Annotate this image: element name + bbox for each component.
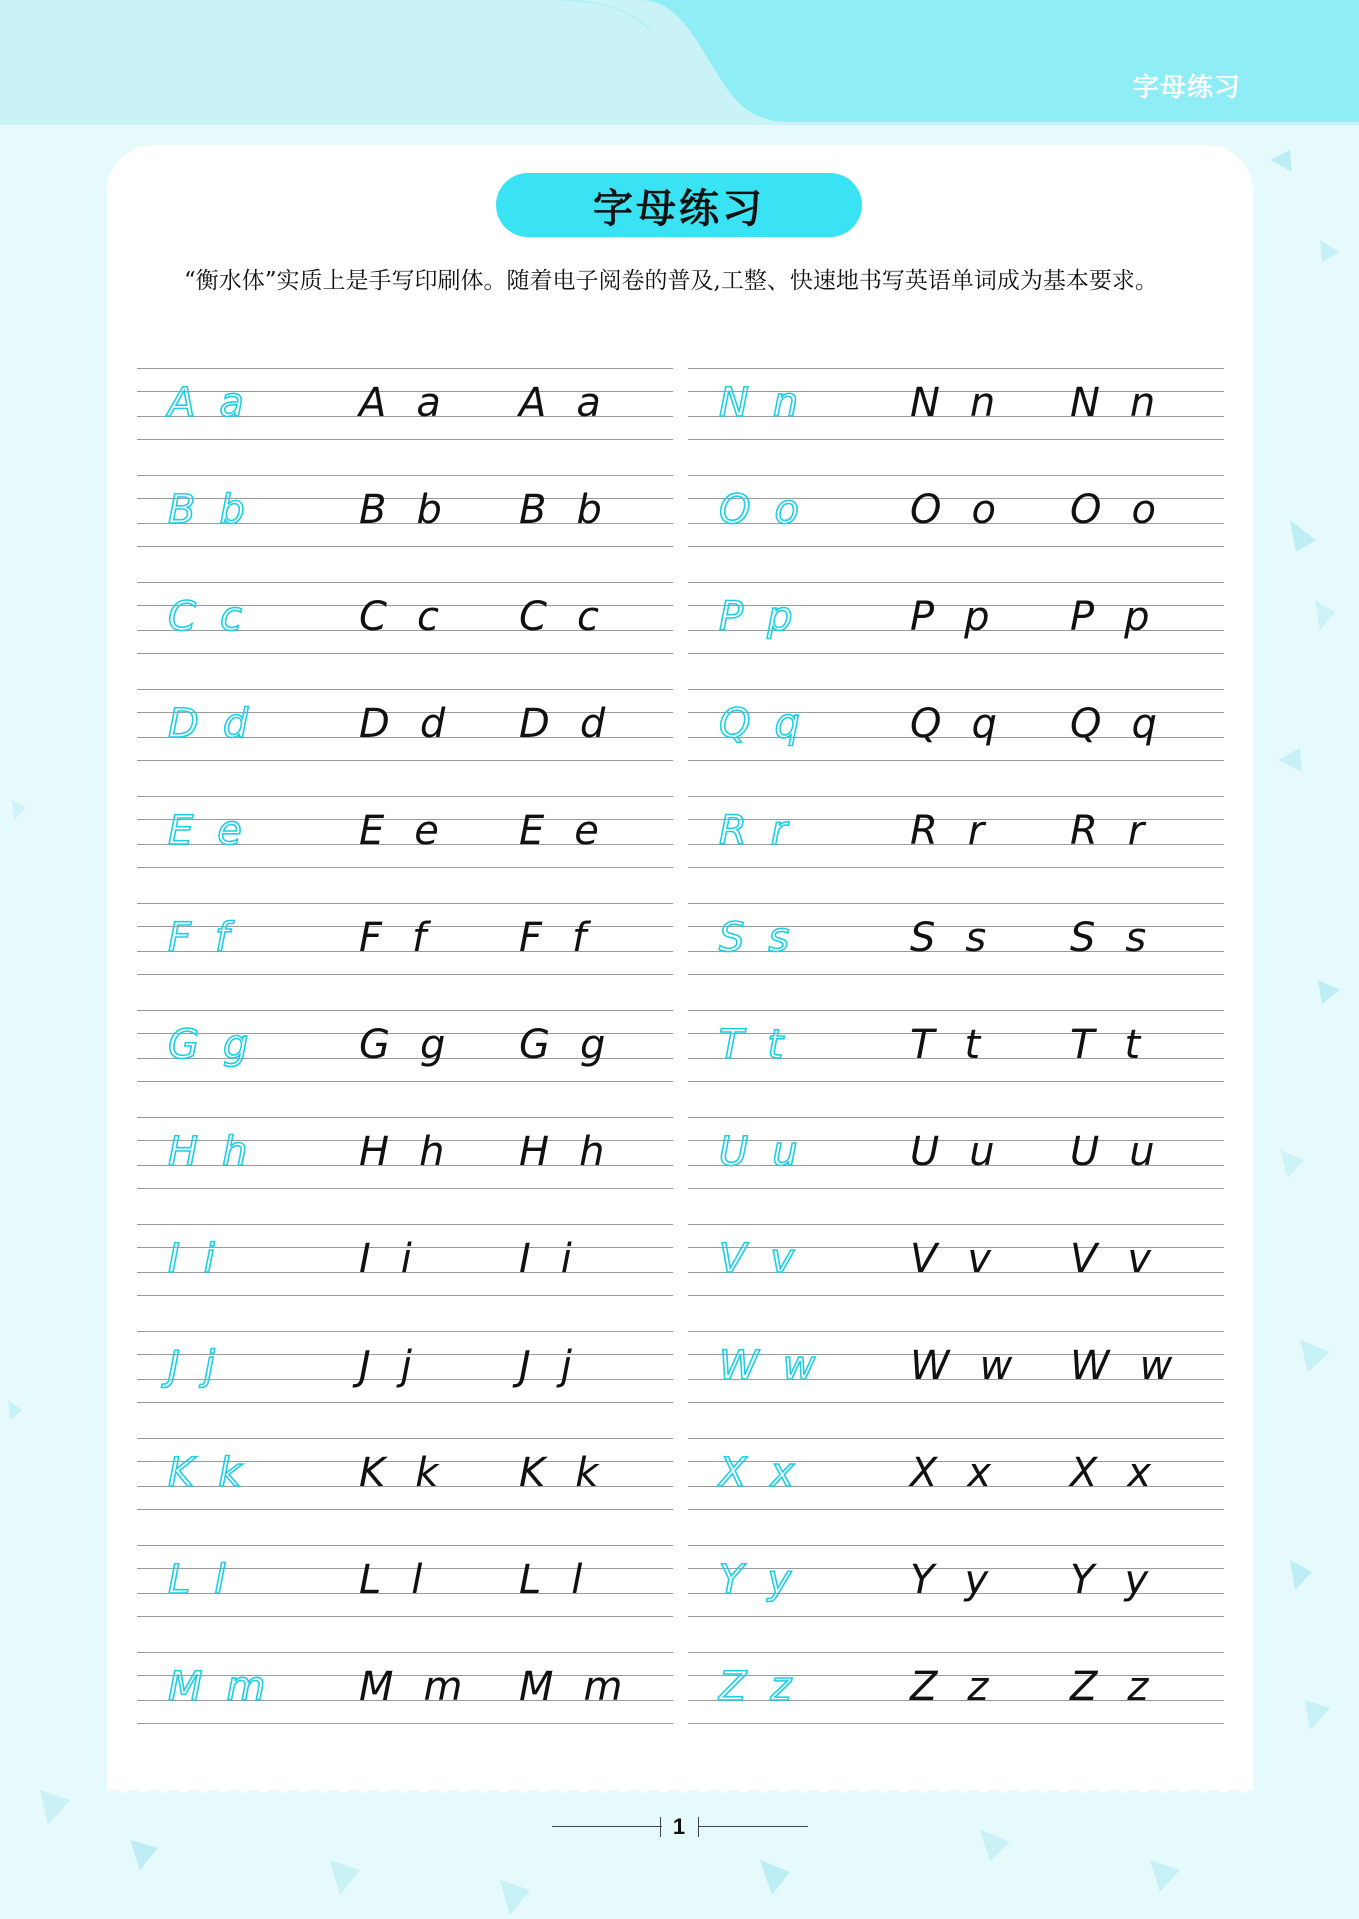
trace-lower: y <box>767 1557 798 1603</box>
model-upper: S <box>1070 915 1096 961</box>
letter-row <box>688 1008 1224 1115</box>
model-upper: S <box>910 915 936 961</box>
model-upper: A <box>519 380 547 426</box>
model-lower: m <box>423 1664 463 1710</box>
model-upper: M <box>519 1664 554 1710</box>
model-upper: Y <box>1070 1557 1095 1603</box>
model-letter-pair <box>1070 473 1156 548</box>
model-upper: L <box>359 1557 382 1603</box>
trace-letter-pair <box>168 1543 231 1618</box>
model-lower: c <box>576 594 599 640</box>
trace-lower: s <box>768 915 796 961</box>
letter-row <box>688 1329 1224 1436</box>
trace-letter-pair <box>168 580 248 655</box>
trace-letter-pair <box>719 366 804 441</box>
trace-upper: P <box>719 594 750 640</box>
model-letter-pair <box>1070 1543 1148 1618</box>
trace-lower: g <box>223 1022 255 1068</box>
letter-row <box>137 687 673 794</box>
trace-upper: R <box>719 808 753 854</box>
footer-tick-right <box>698 1817 699 1837</box>
model-lower: n <box>969 380 996 426</box>
model-upper: O <box>910 487 942 533</box>
letter-row <box>137 1436 673 1543</box>
model-lower: s <box>965 915 987 961</box>
model-lower: v <box>967 1236 992 1282</box>
model-letter-pair <box>519 901 586 976</box>
trace-upper: G <box>168 1022 205 1068</box>
model-lower: a <box>416 380 441 426</box>
page-title: 字母练习 <box>496 173 862 237</box>
trace-upper: V <box>719 1236 753 1282</box>
model-upper: W <box>910 1343 950 1389</box>
letter-row <box>137 366 673 473</box>
model-upper: N <box>1070 380 1100 426</box>
model-lower: n <box>1129 380 1156 426</box>
model-upper: Y <box>910 1557 935 1603</box>
model-lower: q <box>1131 701 1157 747</box>
trace-upper: H <box>168 1129 205 1175</box>
trace-lower: j <box>203 1343 221 1389</box>
model-letter-pair <box>1070 1650 1148 1725</box>
model-upper: Q <box>1070 701 1102 747</box>
model-letter-pair <box>359 1650 462 1725</box>
trace-letter-pair <box>168 1115 253 1190</box>
model-letter-pair <box>1070 1222 1151 1297</box>
model-letter-pair <box>359 1115 444 1190</box>
model-upper: W <box>1070 1343 1110 1389</box>
model-lower: r <box>967 808 985 854</box>
model-lower: b <box>576 487 602 533</box>
model-letter-pair <box>910 1115 995 1190</box>
model-letter-pair <box>359 1008 445 1083</box>
trace-upper: K <box>168 1450 201 1496</box>
letter-row <box>688 1650 1224 1757</box>
model-letter-pair <box>519 794 599 869</box>
model-lower: w <box>979 1343 1013 1389</box>
letter-row <box>137 901 673 1008</box>
letter-row <box>137 580 673 687</box>
model-lower: m <box>583 1664 623 1710</box>
trace-letter-pair <box>719 580 799 655</box>
model-lower: g <box>420 1022 446 1068</box>
model-letter-pair <box>910 1008 980 1083</box>
model-letter-pair <box>519 1543 582 1618</box>
trace-letter-pair <box>719 794 793 869</box>
model-upper: P <box>910 594 935 640</box>
model-letter-pair <box>910 1650 988 1725</box>
letter-row <box>688 1222 1224 1329</box>
model-lower: p <box>964 594 990 640</box>
footer-rule-right <box>698 1826 808 1827</box>
model-lower: j <box>560 1343 572 1389</box>
model-lower: i <box>560 1236 572 1282</box>
trace-letter-pair <box>719 901 795 976</box>
card-wavy-edge <box>107 1780 1253 1804</box>
model-upper: G <box>519 1022 550 1068</box>
letter-row <box>688 1115 1224 1222</box>
model-letter-pair <box>910 901 986 976</box>
model-upper: J <box>519 1343 531 1389</box>
model-upper: X <box>910 1450 938 1496</box>
model-upper: N <box>910 380 940 426</box>
trace-lower: m <box>226 1664 272 1710</box>
model-letter-pair <box>359 580 439 655</box>
trace-letter-pair <box>719 1115 804 1190</box>
model-upper: C <box>359 594 387 640</box>
model-lower: y <box>1124 1557 1149 1603</box>
letter-row <box>137 1329 673 1436</box>
model-letter-pair <box>359 687 445 762</box>
trace-lower: h <box>222 1129 254 1175</box>
model-upper: I <box>519 1236 531 1282</box>
footer-rule-left <box>552 1826 662 1827</box>
model-upper: U <box>1070 1129 1100 1175</box>
model-upper: M <box>359 1664 394 1710</box>
model-upper: L <box>519 1557 542 1603</box>
model-lower: y <box>964 1557 989 1603</box>
model-upper: A <box>359 380 387 426</box>
model-lower: r <box>1127 808 1145 854</box>
trace-lower: n <box>772 380 805 426</box>
trace-upper: F <box>168 915 198 961</box>
trace-letter-pair <box>719 687 806 762</box>
model-lower: k <box>415 1450 439 1496</box>
trace-lower: k <box>218 1450 248 1496</box>
trace-lower: c <box>219 594 248 640</box>
trace-letter-pair <box>168 1008 254 1083</box>
model-lower: s <box>1125 915 1147 961</box>
trace-upper: S <box>719 915 751 961</box>
model-lower: a <box>576 380 601 426</box>
model-lower: q <box>971 701 997 747</box>
model-lower: h <box>579 1129 605 1175</box>
trace-letter-pair <box>719 473 805 548</box>
model-letter-pair <box>519 1115 604 1190</box>
model-letter-pair <box>1070 901 1146 976</box>
model-upper: K <box>359 1450 386 1496</box>
trace-letter-pair <box>168 1436 247 1511</box>
model-lower: x <box>1127 1450 1152 1496</box>
model-letter-pair <box>519 1222 572 1297</box>
model-lower: x <box>967 1450 992 1496</box>
trace-letter-pair <box>168 1329 221 1404</box>
model-letter-pair <box>519 580 599 655</box>
model-letter-pair <box>359 366 441 441</box>
model-letter-pair <box>1070 366 1155 441</box>
model-lower: o <box>1131 487 1156 533</box>
trace-upper: O <box>719 487 757 533</box>
model-letter-pair <box>519 1329 572 1404</box>
trace-lower: r <box>770 808 794 854</box>
letter-row <box>137 1222 673 1329</box>
letter-row <box>688 794 1224 901</box>
intro-paragraph: “衡水体”实质上是手写印刷体。随着电子阅卷的普及,工整、快速地书写英语单词成为基本要求。 <box>184 268 1158 294</box>
page-footer <box>0 1812 1359 1842</box>
model-upper: T <box>1070 1022 1095 1068</box>
model-lower: t <box>964 1022 981 1068</box>
trace-letter-pair <box>168 687 254 762</box>
model-letter-pair <box>1070 1115 1155 1190</box>
model-lower: b <box>416 487 442 533</box>
trace-lower: i <box>203 1236 221 1282</box>
model-letter-pair <box>910 473 996 548</box>
model-letter-pair <box>359 794 439 869</box>
trace-lower: v <box>770 1236 801 1282</box>
model-lower: l <box>411 1557 423 1603</box>
page-number: 1 <box>672 1814 686 1839</box>
model-letter-pair <box>910 1543 988 1618</box>
letter-row <box>688 1543 1224 1650</box>
trace-upper: E <box>168 808 200 854</box>
model-letter-pair <box>519 473 602 548</box>
letter-row <box>137 794 673 901</box>
trace-letter-pair <box>719 1329 821 1404</box>
model-letter-pair <box>519 366 601 441</box>
model-lower: u <box>969 1129 995 1175</box>
model-upper: K <box>519 1450 546 1496</box>
model-lower: t <box>1124 1022 1141 1068</box>
trace-lower: a <box>219 380 250 426</box>
trace-lower: q <box>774 701 806 747</box>
trace-letter-pair <box>719 1008 789 1083</box>
trace-upper: X <box>719 1450 753 1496</box>
trace-letter-pair <box>168 473 251 548</box>
model-lower: z <box>967 1664 989 1710</box>
model-upper: D <box>519 701 550 747</box>
trace-upper: C <box>168 594 202 640</box>
trace-upper: N <box>719 380 755 426</box>
model-lower: e <box>414 808 439 854</box>
model-letter-pair <box>1070 1436 1151 1511</box>
model-letter-pair <box>359 1543 422 1618</box>
trace-upper: L <box>168 1557 197 1603</box>
header-section-label: 字母练习 <box>1132 73 1241 103</box>
trace-upper: B <box>168 487 202 533</box>
trace-upper: M <box>168 1664 209 1710</box>
letter-row <box>137 1543 673 1650</box>
model-letter-pair <box>359 1436 438 1511</box>
model-lower: w <box>1139 1343 1173 1389</box>
model-upper: I <box>359 1236 371 1282</box>
trace-letter-pair <box>719 1650 797 1725</box>
model-upper: V <box>1070 1236 1098 1282</box>
model-letter-pair <box>1070 1008 1140 1083</box>
model-upper: H <box>519 1129 550 1175</box>
trace-lower: l <box>214 1557 232 1603</box>
model-lower: h <box>419 1129 445 1175</box>
letter-row <box>688 687 1224 794</box>
trace-lower: t <box>767 1022 790 1068</box>
trace-letter-pair <box>168 794 248 869</box>
model-lower: e <box>574 808 599 854</box>
model-letter-pair <box>1070 1329 1172 1404</box>
model-letter-pair <box>910 794 984 869</box>
model-upper: Q <box>910 701 942 747</box>
model-lower: k <box>575 1450 599 1496</box>
model-upper: R <box>1070 808 1098 854</box>
model-letter-pair <box>910 1222 991 1297</box>
letter-row <box>137 473 673 580</box>
trace-upper: I <box>168 1236 186 1282</box>
trace-lower: f <box>215 915 236 961</box>
model-upper: D <box>359 701 390 747</box>
model-upper: C <box>519 594 547 640</box>
model-upper: J <box>359 1343 371 1389</box>
trace-letter-pair <box>719 1436 800 1511</box>
model-lower: i <box>400 1236 412 1282</box>
trace-upper: U <box>719 1129 755 1175</box>
trace-lower: p <box>767 594 799 640</box>
trace-upper: Q <box>719 701 757 747</box>
model-lower: f <box>572 915 587 961</box>
model-upper: E <box>519 808 545 854</box>
trace-upper: Y <box>719 1557 750 1603</box>
model-upper: F <box>359 915 383 961</box>
trace-lower: o <box>774 487 805 533</box>
model-upper: Z <box>1070 1664 1098 1710</box>
model-upper: E <box>359 808 385 854</box>
model-lower: u <box>1129 1129 1155 1175</box>
trace-letter-pair <box>719 1543 797 1618</box>
trace-upper: J <box>168 1343 186 1389</box>
model-letter-pair <box>910 366 995 441</box>
letter-row <box>137 1008 673 1115</box>
letter-row <box>688 901 1224 1008</box>
model-lower: d <box>419 701 446 747</box>
trace-upper: T <box>719 1022 750 1068</box>
trace-upper: Z <box>719 1664 753 1710</box>
model-letter-pair <box>1070 794 1144 869</box>
model-letter-pair <box>910 1329 1012 1404</box>
model-letter-pair <box>910 687 997 762</box>
trace-lower: z <box>770 1664 798 1710</box>
model-lower: z <box>1127 1664 1149 1710</box>
footer-tick-left <box>660 1817 661 1837</box>
trace-letter-pair <box>168 366 250 441</box>
letter-row <box>688 366 1224 473</box>
model-lower: f <box>412 915 427 961</box>
model-letter-pair <box>910 1436 991 1511</box>
model-lower: p <box>1124 594 1150 640</box>
trace-lower: e <box>217 808 248 854</box>
model-upper: F <box>519 915 543 961</box>
model-lower: j <box>400 1343 412 1389</box>
model-lower: g <box>580 1022 606 1068</box>
trace-letter-pair <box>719 1222 800 1297</box>
trace-lower: x <box>770 1450 801 1496</box>
model-lower: d <box>579 701 606 747</box>
model-upper: R <box>910 808 938 854</box>
model-upper: Z <box>910 1664 938 1710</box>
trace-lower: w <box>782 1343 822 1389</box>
letter-row <box>688 580 1224 687</box>
model-lower: o <box>971 487 996 533</box>
letter-row <box>688 1436 1224 1543</box>
trace-upper: W <box>719 1343 765 1389</box>
model-upper: O <box>1070 487 1102 533</box>
trace-lower: u <box>772 1129 804 1175</box>
model-letter-pair <box>519 1650 622 1725</box>
letter-row <box>137 1115 673 1222</box>
model-upper: V <box>910 1236 938 1282</box>
trace-upper: D <box>168 701 205 747</box>
trace-upper: A <box>168 380 202 426</box>
trace-letter-pair <box>168 1222 221 1297</box>
trace-letter-pair <box>168 901 235 976</box>
model-lower: c <box>416 594 439 640</box>
trace-lower: d <box>222 701 255 747</box>
model-upper: U <box>910 1129 940 1175</box>
model-letter-pair <box>359 1329 412 1404</box>
model-upper: P <box>1070 594 1095 640</box>
trace-letter-pair <box>168 1650 271 1725</box>
model-letter-pair <box>359 473 442 548</box>
model-letter-pair <box>519 1436 598 1511</box>
model-letter-pair <box>359 901 426 976</box>
letter-row <box>688 473 1224 580</box>
model-upper: X <box>1070 1450 1098 1496</box>
model-upper: H <box>359 1129 390 1175</box>
model-letter-pair <box>910 580 990 655</box>
model-upper: B <box>519 487 547 533</box>
letter-row <box>137 1650 673 1757</box>
model-upper: B <box>359 487 387 533</box>
model-letter-pair <box>519 687 605 762</box>
model-letter-pair <box>1070 687 1157 762</box>
model-lower: v <box>1127 1236 1152 1282</box>
model-letter-pair <box>359 1222 412 1297</box>
model-upper: G <box>359 1022 390 1068</box>
model-letter-pair <box>1070 580 1150 655</box>
trace-lower: b <box>219 487 251 533</box>
model-upper: T <box>910 1022 935 1068</box>
model-lower: l <box>571 1557 583 1603</box>
model-letter-pair <box>519 1008 605 1083</box>
